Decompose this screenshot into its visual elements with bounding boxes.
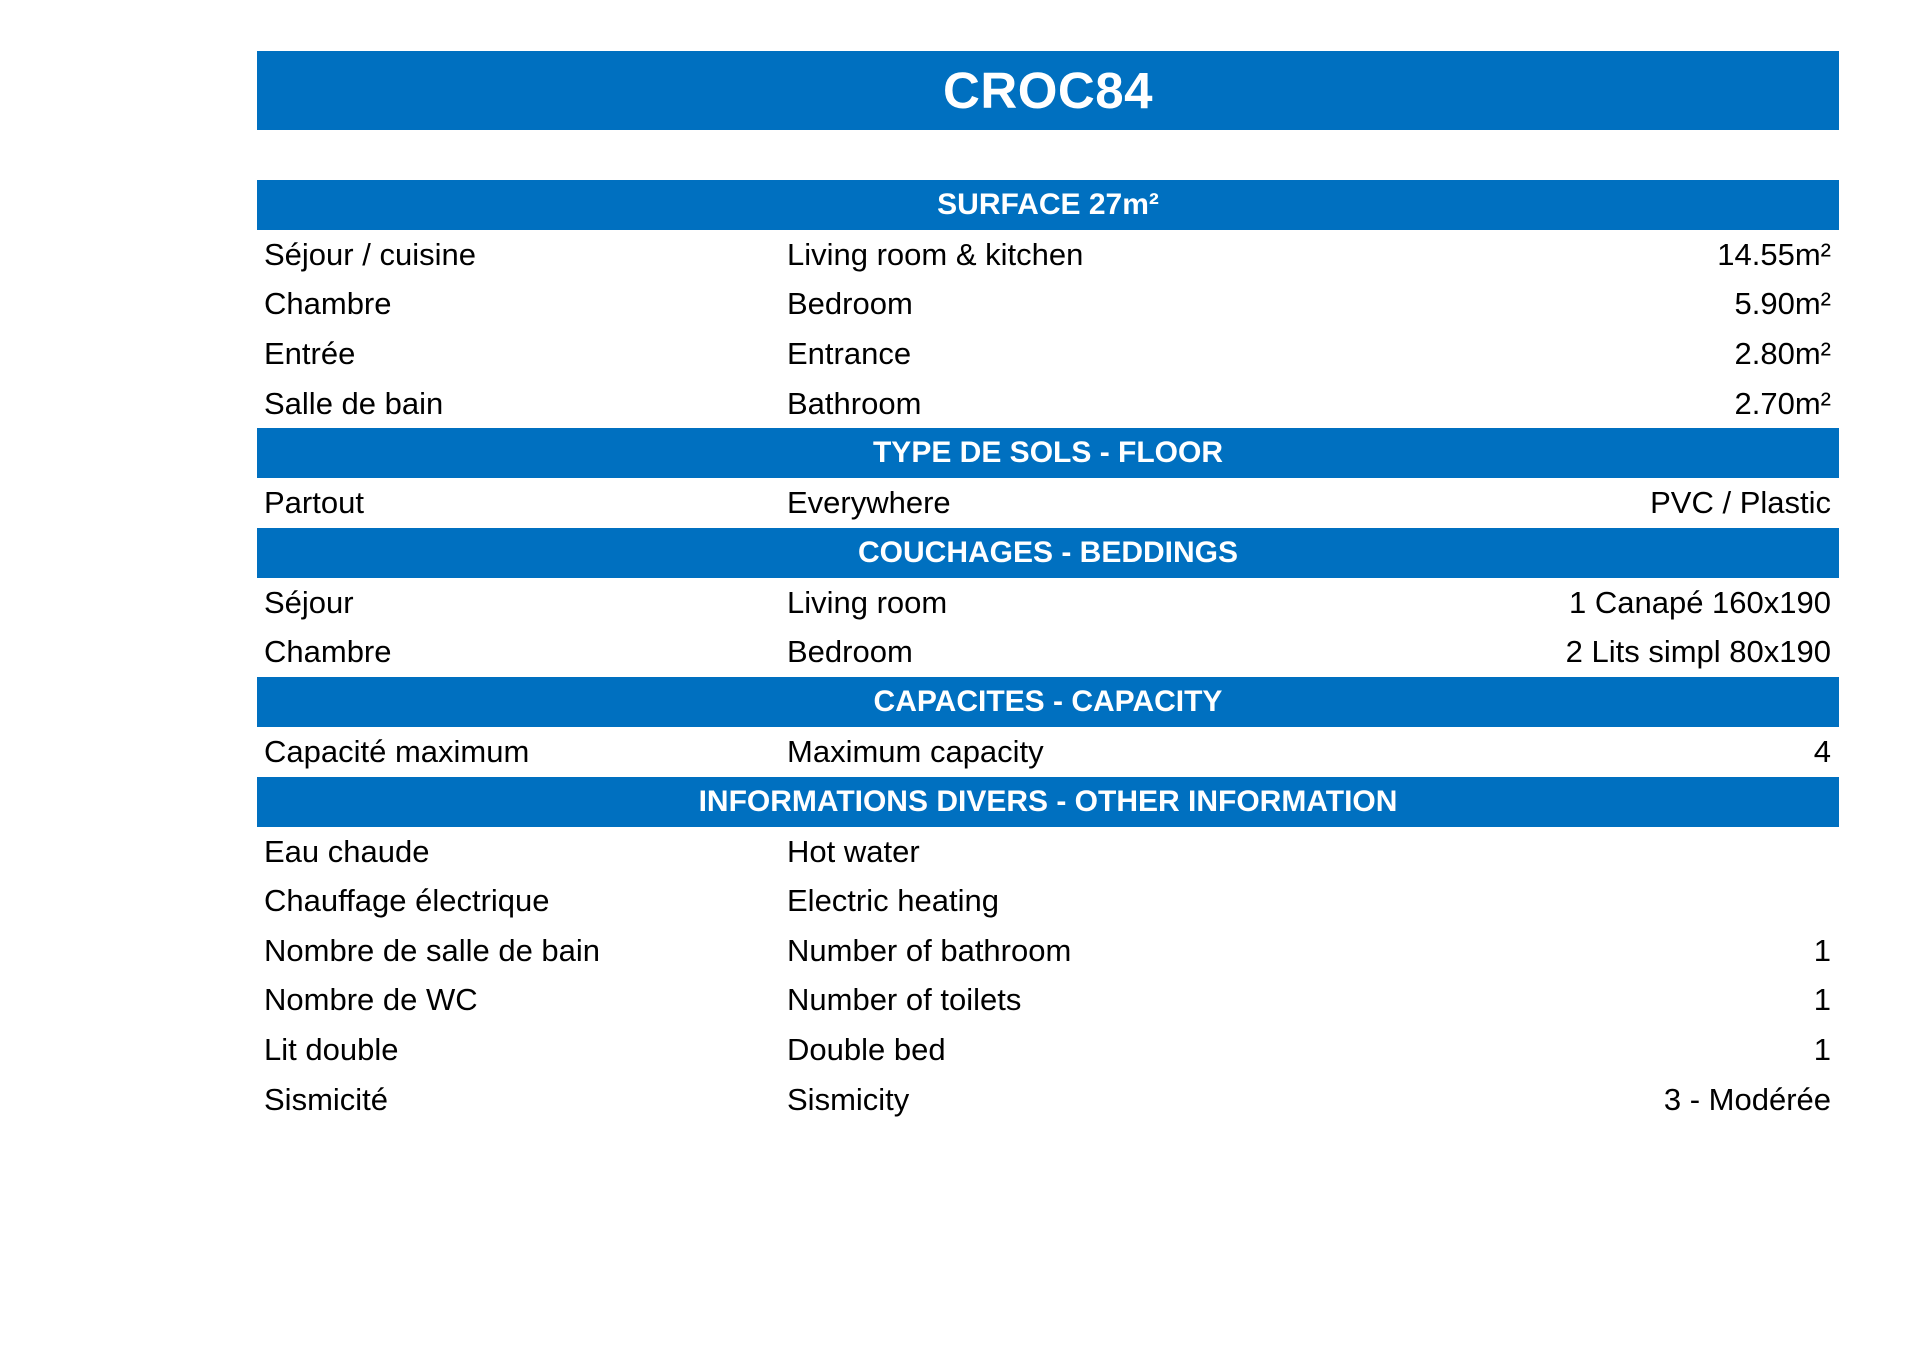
label-en: Everywhere	[787, 485, 951, 521]
table-row	[257, 578, 1839, 628]
label-fr: Nombre de WC	[264, 982, 478, 1018]
value: PVC / Plastic	[1650, 485, 1831, 521]
section-header-surface-27m: SURFACE 27m²	[257, 180, 1839, 230]
table-row	[257, 329, 1839, 379]
label-en: Double bed	[787, 1031, 946, 1067]
label-fr: Chambre	[264, 634, 392, 670]
value: 5.90m²	[1734, 286, 1831, 322]
value: 2 Lits simpl 80x190	[1565, 634, 1831, 670]
table-row	[257, 827, 1839, 877]
table-row	[257, 379, 1839, 429]
section-header-type-de-sols: TYPE DE SOLS - FLOOR	[257, 428, 1839, 478]
label-fr: Séjour / cuisine	[264, 236, 476, 272]
label-en: Entrance	[787, 335, 912, 371]
label-en: Number of bathroom	[787, 932, 1072, 968]
label-fr: Capacité maximum	[264, 733, 530, 769]
label-fr: Sismicité	[264, 1081, 389, 1117]
value: 14.55m²	[1717, 236, 1831, 272]
label-en: Hot water	[787, 833, 920, 869]
label-fr: Séjour	[264, 584, 354, 620]
label-fr: Eau chaude	[264, 833, 430, 869]
label-en: Bedroom	[787, 286, 913, 322]
section-header-couchages: COUCHAGES - BEDDINGS	[257, 528, 1839, 578]
label-fr: Entrée	[264, 335, 356, 371]
value: 2.80m²	[1734, 335, 1831, 371]
table-row	[257, 628, 1839, 678]
label-en: Sismicity	[787, 1081, 910, 1117]
value: 4	[1813, 733, 1831, 769]
value: 1 Canapé 160x190	[1568, 584, 1831, 620]
label-en: Number of toilets	[787, 982, 1022, 1018]
table-row	[257, 280, 1839, 330]
value: 1	[1813, 982, 1831, 1018]
label-fr: Chambre	[264, 286, 392, 322]
label-en: Maximum capacity	[787, 733, 1044, 769]
value: 1	[1813, 1031, 1831, 1067]
table-row	[257, 1075, 1839, 1125]
label-fr: Chauffage électrique	[264, 883, 550, 919]
value: 1	[1813, 932, 1831, 968]
info-table	[257, 180, 1839, 1124]
label-fr: Salle de bain	[264, 385, 444, 421]
value: 2.70m²	[1734, 385, 1831, 421]
table-row	[257, 926, 1839, 976]
section-header-informations-divers: INFORMATIONS DIVERS - OTHER INFORMATION	[257, 777, 1839, 827]
table-row	[257, 1025, 1839, 1075]
label-en: Living room	[787, 584, 948, 620]
table-row	[257, 727, 1839, 777]
label-fr: Nombre de salle de bain	[264, 932, 601, 968]
property-sheet	[257, 51, 1839, 1124]
section-header-capacites: CAPACITES - CAPACITY	[257, 677, 1839, 727]
table-row	[257, 876, 1839, 926]
table-row	[257, 478, 1839, 528]
table-row	[257, 976, 1839, 1026]
label-en: Living room & kitchen	[787, 236, 1084, 272]
spacer	[257, 130, 1839, 180]
label-en: Electric heating	[787, 883, 999, 919]
table-row	[257, 230, 1839, 280]
label-en: Bathroom	[787, 385, 922, 421]
value: 3 - Modérée	[1663, 1081, 1831, 1117]
label-fr: Lit double	[264, 1031, 399, 1067]
label-fr: Partout	[264, 485, 364, 521]
label-en: Bedroom	[787, 634, 913, 670]
property-title: CROC84	[257, 51, 1839, 130]
